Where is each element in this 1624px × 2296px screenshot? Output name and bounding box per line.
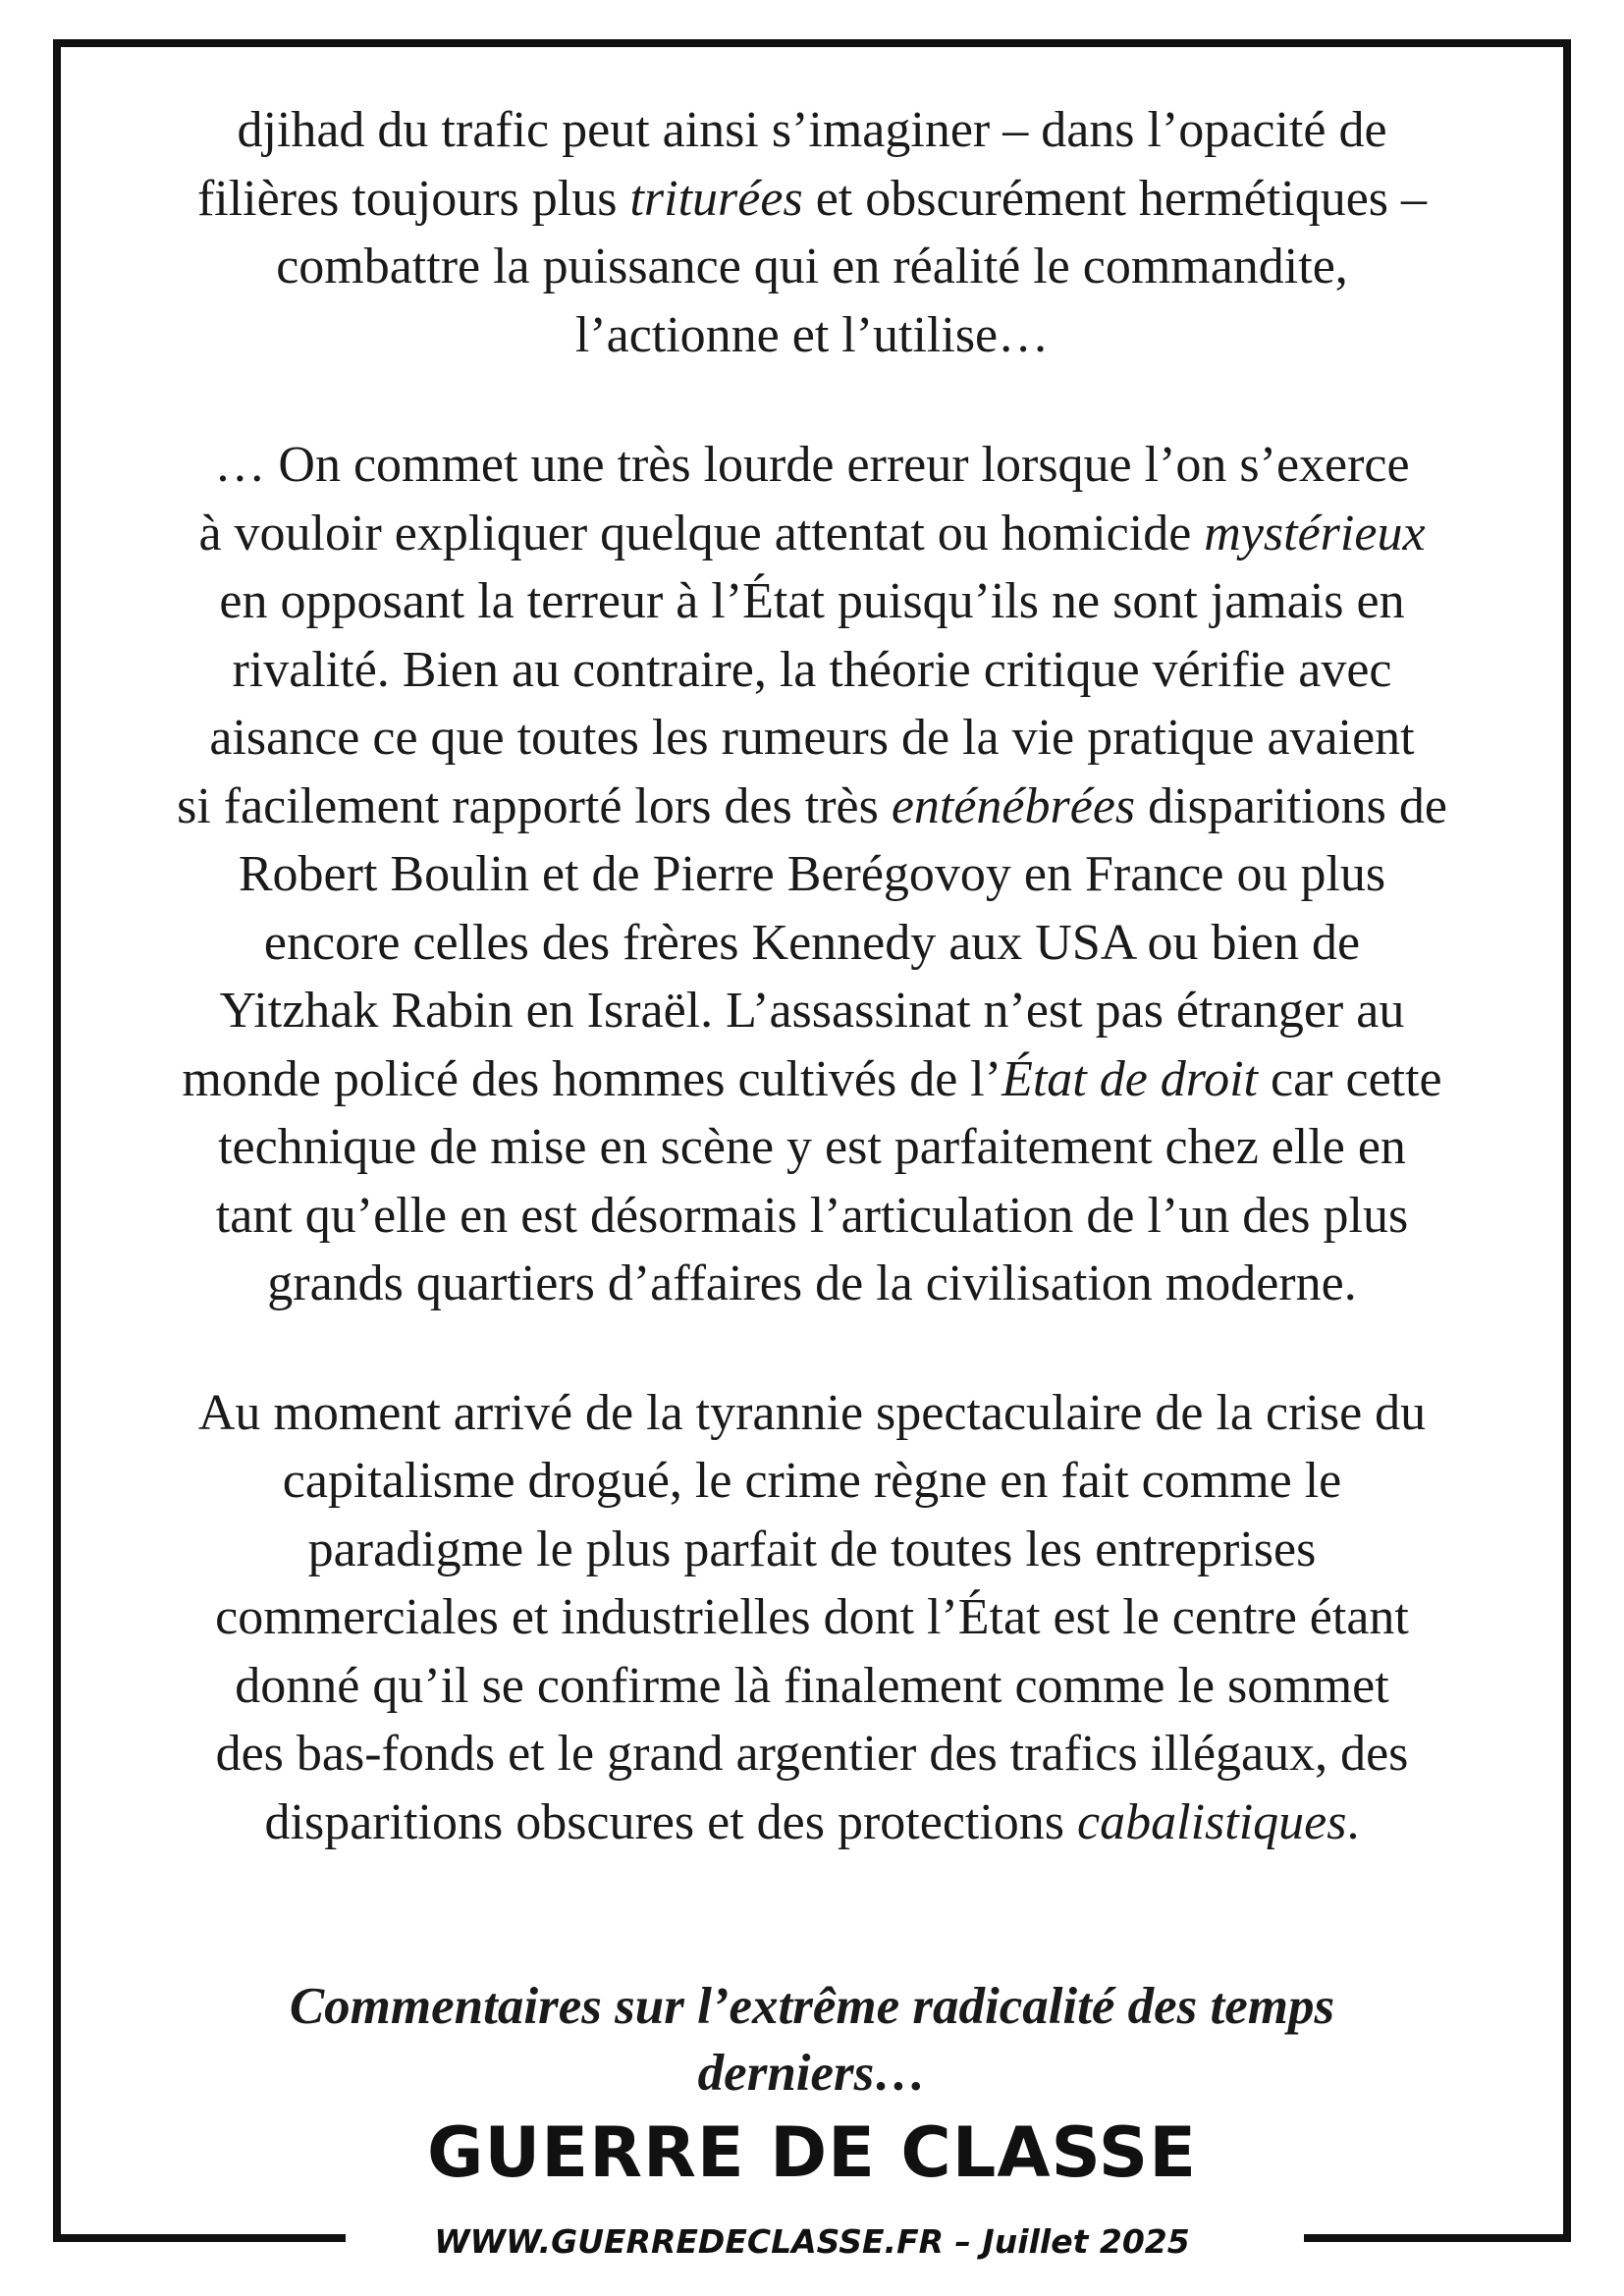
text-line: [79, 1789, 1545, 1857]
text-run: tant qu’elle en est désormais l’articulation de l’un des plus: [215, 1187, 1409, 1244]
text-line: [79, 977, 1545, 1045]
text-run: monde policé des hommes cultivés de l’: [182, 1050, 1002, 1107]
text-line: [79, 1379, 1545, 1448]
title-line: derniers…: [697, 2045, 927, 2102]
text-line: [79, 431, 1545, 500]
text-run: l’actionne et l’utilise…: [574, 306, 1050, 363]
text-line: [79, 840, 1545, 909]
text-line: [79, 773, 1545, 841]
text-line: [79, 500, 1545, 568]
italic-run: cabalistiques: [1077, 1793, 1347, 1850]
text-run: si facilement rapporté lors des très: [177, 777, 892, 834]
text-run: .: [1346, 1793, 1360, 1850]
text-run: technique de mise en scène y est parfaitement chez elle en: [218, 1119, 1406, 1175]
text-line: [79, 636, 1545, 705]
text-line: [79, 1720, 1545, 1789]
text-run: capitalisme drogué, le crime règne en fait comme le: [282, 1453, 1342, 1509]
title-line: Commentaires sur l’extrême radicalité des temps: [289, 1978, 1335, 2035]
text-line: [79, 1250, 1545, 1318]
footer-website-date: WWW.GUERREDECLASSE.FR – Juillet 2025: [434, 2222, 1190, 2261]
paragraph-2: [79, 431, 1545, 1318]
paragraph-3: [79, 1379, 1545, 1857]
text-line: [79, 909, 1545, 978]
text-line: [79, 301, 1545, 370]
italic-run: enténébrées: [891, 777, 1136, 834]
text-line: [79, 1113, 1545, 1182]
text-line: [79, 1045, 1545, 1114]
text-run: rivalité. Bien au contraire, la théorie critique vérifie avec: [232, 641, 1392, 698]
text-run: commerciales et industrielles dont l’État est le centre étant: [215, 1589, 1409, 1645]
text-run: grands quartiers d’affaires de la civilisation moderne.: [267, 1255, 1357, 1311]
text-line: [79, 165, 1545, 234]
text-line: [79, 1583, 1545, 1652]
text-run: djihad du trafic peut ainsi s’imaginer – dans l’opacité de: [237, 102, 1387, 158]
text-line: [79, 1516, 1545, 1584]
text-run: combattre la puissance qui en réalité le commandite,: [276, 239, 1348, 294]
text-line: [79, 567, 1545, 636]
text-run: Au moment arrivé de la tyrannie spectaculaire de la crise du: [197, 1384, 1427, 1441]
text-run: car cette: [1258, 1050, 1442, 1107]
text-run: aisance ce que toutes les rumeurs de la vie pratique avaient: [209, 710, 1415, 766]
text-run: … On commet une très lourde erreur lorsque l’on s’exerce: [214, 437, 1410, 493]
paragraph-1: [79, 96, 1545, 369]
text-run: des bas-fonds et le grand argentier des trafics illégaux, des: [215, 1726, 1409, 1782]
text-run: Robert Boulin et de Pierre Berégovoy en France ou plus: [238, 846, 1386, 902]
text-run: à vouloir expliquer quelque attentat ou homicide: [198, 505, 1205, 561]
text-run: encore celles des frères Kennedy aux USA ou bien de: [263, 914, 1361, 971]
text-line: [79, 1652, 1545, 1721]
body-text: [79, 96, 1545, 1856]
text-run: paradigme le plus parfait de toutes les entreprises: [307, 1521, 1317, 1577]
text-line: [79, 704, 1545, 773]
italic-run: État de droit: [1001, 1050, 1259, 1107]
text-line: [79, 233, 1545, 301]
text-run: filières toujours plus: [196, 170, 630, 227]
text-run: disparitions obscures et des protections: [264, 1793, 1078, 1850]
text-run: et obscurément hermétiques –: [802, 170, 1428, 227]
italic-run: mystérieux: [1204, 505, 1426, 561]
text-run: disparitions de: [1135, 777, 1447, 834]
text-run: donné qu’il se confirme là finalement comme le sommet: [235, 1657, 1389, 1714]
text-run: en opposant la terreur à l’État puisqu’ils ne sont jamais en: [219, 573, 1405, 629]
document-title: [79, 1973, 1545, 2107]
text-line: [79, 96, 1545, 165]
italic-run: triturées: [629, 170, 803, 227]
text-run: Yitzhak Rabin en Israël. L’assassinat n’est pas étranger au: [219, 983, 1405, 1039]
organization-name: GUERRE DE CLASSE: [426, 2112, 1198, 2193]
text-line: [79, 1182, 1545, 1251]
text-line: [79, 1447, 1545, 1516]
